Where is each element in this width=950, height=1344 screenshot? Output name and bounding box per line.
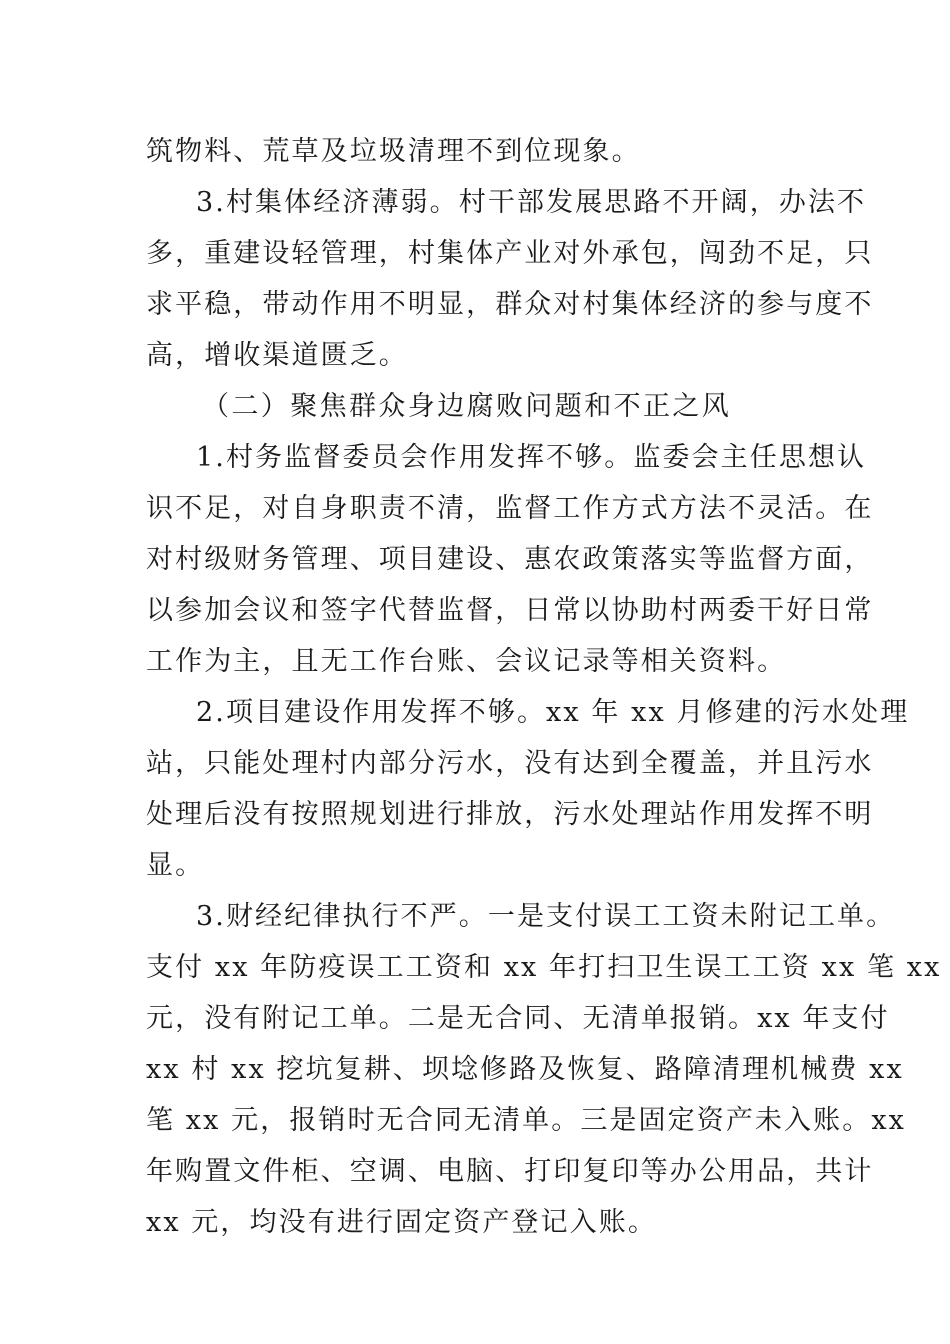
text-line: 以参加会议和签字代替监督，日常以协助村两委干好日常: [146, 595, 874, 626]
text-line: 笔 xx 元，报销时无合同无清单。三是固定资产未入账。xx: [146, 1105, 906, 1136]
text-line: 3.村集体经济薄弱。村干部发展思路不开阔，办法不: [196, 187, 867, 218]
text-line: xx 村 xx 挖坑复耕、坝埝修路及恢复、路障清理机械费 xx: [146, 1054, 904, 1085]
text-line: 显。: [146, 850, 205, 881]
text-line: 筑物料、荒草及垃圾清理不到位现象。: [146, 136, 641, 167]
text-line: 元，没有附记工单。二是无合同、无清单报销。xx 年支付: [146, 1003, 890, 1034]
text-line: 处理后没有按照规划进行排放，污水处理站作用发挥不明: [146, 799, 874, 830]
text-line: 3.财经纪律执行不严。一是支付误工工资未附记工单。: [196, 901, 896, 932]
text-line: 1.村务监督委员会作用发挥不够。监委会主任思想认: [196, 442, 867, 473]
text-line: 识不足，对自身职责不清，监督工作方式方法不灵活。在: [146, 493, 874, 524]
text-line: 2.项目建设作用发挥不够。xx 年 xx 月修建的污水处理: [196, 697, 910, 728]
text-line: 工作为主，且无工作台账、会议记录等相关资料。: [146, 646, 787, 677]
text-line: 支付 xx 年防疫误工工资和 xx 年打扫卫生误工工资 xx 笔 xx: [146, 952, 942, 983]
text-line: 求平稳，带动作用不明显，群众对村集体经济的参与度不: [146, 289, 874, 320]
text-line: 年购置文件柜、空调、电脑、打印复印等办公用品，共计: [146, 1156, 874, 1187]
text-line: 站，只能处理村内部分污水，没有达到全覆盖，并且污水: [146, 748, 874, 779]
text-line: 多，重建设轻管理，村集体产业对外承包，闯劲不足，只: [146, 238, 874, 269]
text-line: 对村级财务管理、项目建设、惠农政策落实等监督方面，: [146, 544, 874, 575]
text-line: xx 元，均没有进行固定资产登记入账。: [146, 1207, 657, 1238]
text-line: 高，增收渠道匮乏。: [146, 340, 408, 371]
section-heading: （二）聚焦群众身边腐败问题和不正之风: [202, 391, 732, 422]
